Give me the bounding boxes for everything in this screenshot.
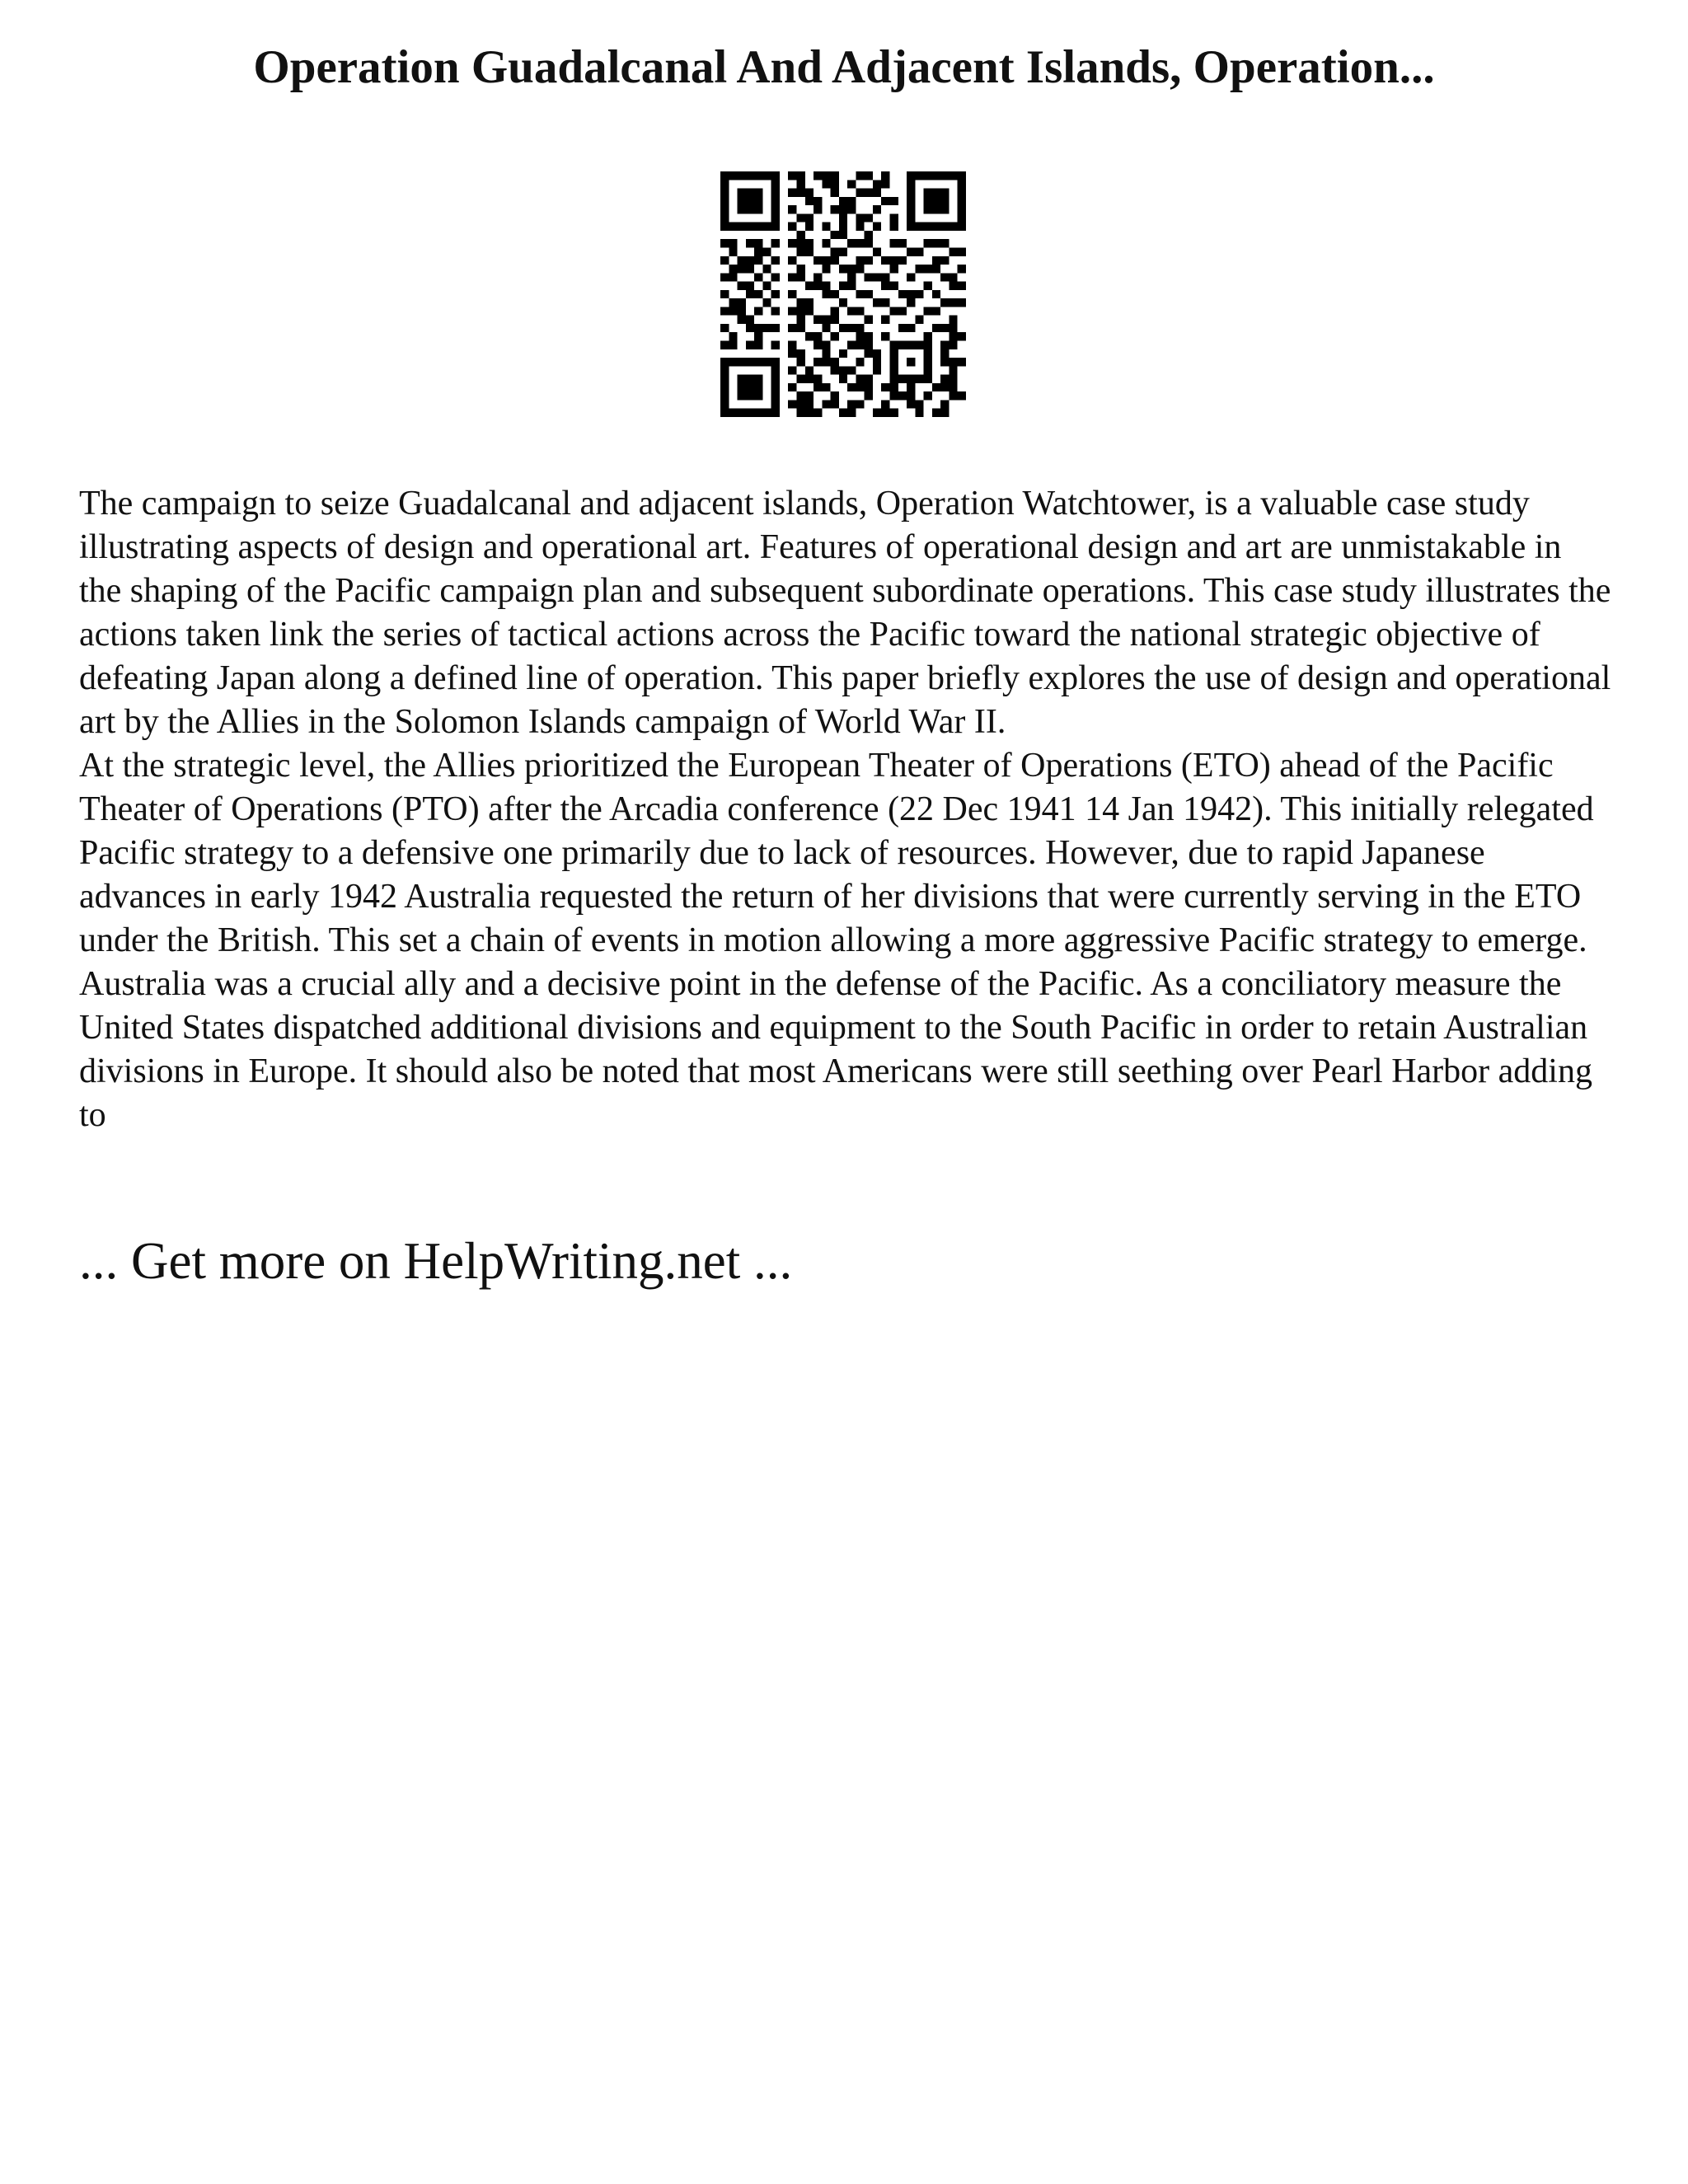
qr-code	[720, 171, 966, 417]
qr-code-graphic	[720, 171, 966, 417]
body-paragraph: The campaign to seize Guadalcanal and adjacent islands, Operation Watchtower, is a valuable case study illustrating aspects of design and operational art. Features of operational design and art are unmistakable in the shaping of the Pacific campaign plan and subsequent subordinate operations. This case study illustrates the actions taken link the series of tactical actions across the Pacific toward the national strategic objective of defeating Japan along a defined line of operation. This paper briefly explores the use of design and operational art by the Allies in the Solomon Islands campaign of World War II.	[79, 485, 1611, 741]
get-more-link[interactable]: ... Get more on HelpWriting.net ...	[79, 1232, 793, 1290]
document-title: Operation Guadalcanal And Adjacent Islands, Operation...	[253, 41, 1435, 93]
body-paragraph: At the strategic level, the Allies prioritized the European Theater of Operations (ETO) ahead of the Pacific Theater of Operations (PTO) after the Arcadia conference (22 Dec 1941 14 Jan 1942). This initially relegated Pacific strategy to a defensive one primarily due to lack of resources. However, due to rapid Japanese advances in early 1942 Australia requested the return of her divisions that were currently serving in the ETO under the British. This set a chain of events in motion allowing a more aggressive Pacific strategy to emerge. Australia was a crucial ally and a decisive point in the defense of the Pacific. As a conciliatory measure the United States dispatched additional divisions and equipment to the South Pacific in order to retain Australian divisions in Europe. It should also be noted that most Americans were still seething over Pearl Harbor adding to	[79, 747, 1594, 1134]
document-body	[79, 482, 1612, 1137]
